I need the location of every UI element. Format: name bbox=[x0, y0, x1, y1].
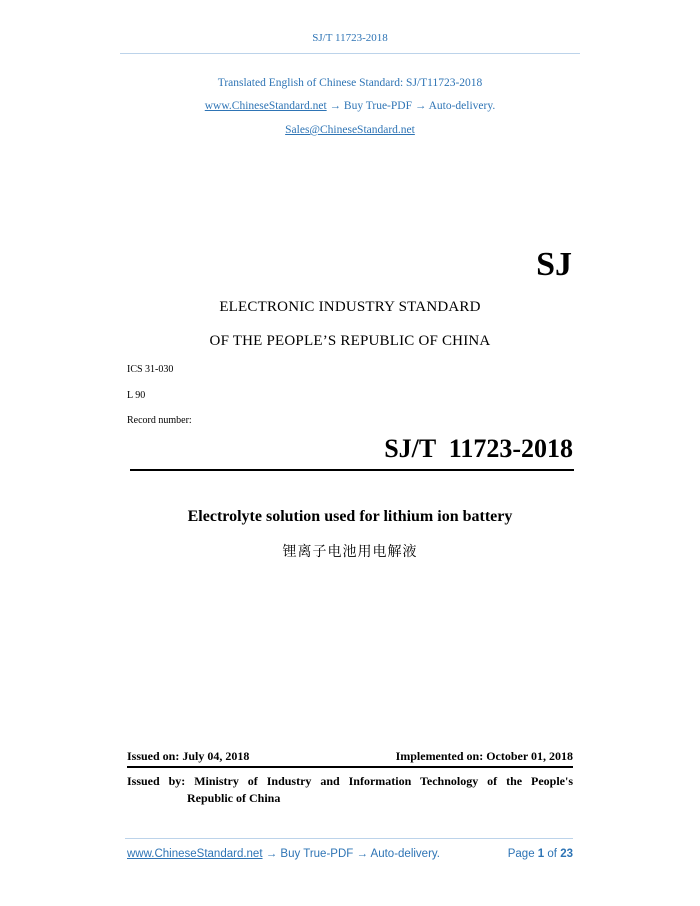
footer-buy-line bbox=[127, 848, 440, 860]
header-standard-code: SJ/T 11723-2018 bbox=[312, 32, 388, 44]
org-line-2: OF THE PEOPLE’S REPUBLIC OF CHINA bbox=[209, 333, 491, 349]
issued-by-line-1: Issued by: Ministry of Industry and Information Technology of the People's bbox=[127, 774, 573, 788]
email-link[interactable]: Sales@ChineseStandard.net bbox=[285, 124, 415, 136]
issued-by bbox=[127, 773, 573, 807]
standard-number-rule bbox=[130, 469, 574, 471]
issued-by-line-2: Republic of China bbox=[187, 791, 281, 805]
title-chinese: 锂离子电池用电解液 bbox=[282, 544, 418, 560]
implemented-on: Implemented on: October 01, 2018 bbox=[395, 749, 573, 763]
standard-mark: SJ bbox=[536, 246, 572, 283]
page-indicator bbox=[508, 848, 573, 860]
promo-buy-text: → Buy True-PDF → Auto-delivery. bbox=[329, 100, 496, 112]
promo-email-line bbox=[0, 124, 700, 136]
footer-buy-text: → Buy True-PDF → Auto-delivery. bbox=[265, 848, 440, 860]
title-english: Electrolyte solution used for lithium ion battery bbox=[187, 508, 513, 525]
page-current: 1 bbox=[537, 848, 545, 860]
promo-buy-line bbox=[0, 100, 700, 112]
standard-number: SJ/T 11723-2018 bbox=[384, 434, 573, 463]
issued-on: Issued on: July 04, 2018 bbox=[127, 749, 250, 763]
promo-translation-line: Translated English of Chinese Standard: SJ/T11723-2018 bbox=[217, 77, 483, 89]
org-line-1: ELECTRONIC INDUSTRY STANDARD bbox=[219, 299, 481, 315]
header-divider bbox=[120, 53, 580, 54]
page-of: of bbox=[547, 848, 557, 860]
issue-rule bbox=[127, 766, 573, 768]
l-code: L 90 bbox=[127, 390, 146, 401]
ics-code: ICS 31-030 bbox=[127, 364, 174, 375]
footer-divider bbox=[125, 838, 573, 839]
page-total: 23 bbox=[560, 848, 573, 860]
record-number: Record number: bbox=[127, 415, 192, 426]
footer-site-link[interactable]: www.ChineseStandard.net bbox=[127, 848, 263, 860]
page-label: Page bbox=[507, 848, 535, 860]
site-link[interactable]: www.ChineseStandard.net bbox=[204, 100, 327, 112]
